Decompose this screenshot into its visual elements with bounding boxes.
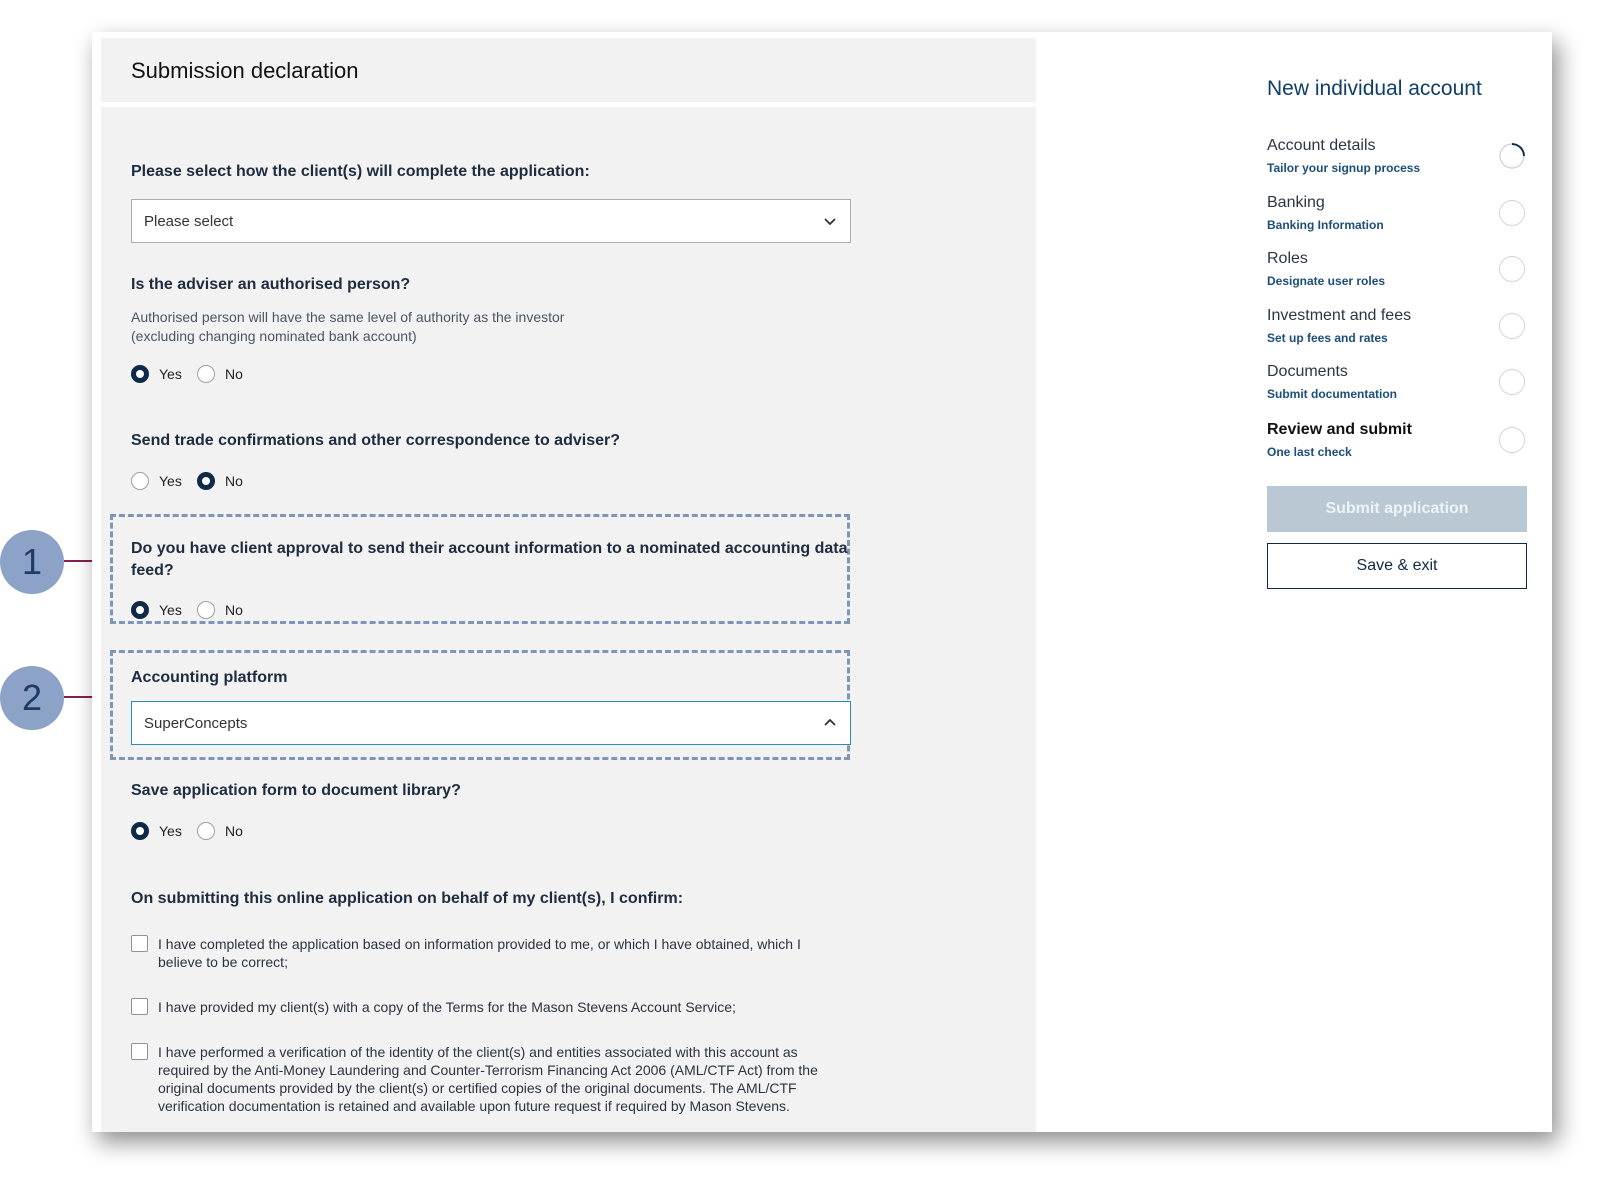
step-status-circle-icon: [1499, 256, 1525, 282]
step-status-circle-icon: [1499, 369, 1525, 395]
completion-method-select[interactable]: [131, 199, 851, 243]
chevron-up-icon: [822, 715, 838, 731]
confirm-text-2-line-1: I have provided my client(s) with a copy of the Terms for the Mason Stevens Account Service;: [158, 999, 736, 1015]
confirm-text-3: [158, 1043, 828, 1115]
data-feed-no-radio[interactable]: [197, 601, 215, 619]
confirm-checkbox-1[interactable]: [131, 935, 148, 952]
save-library-no-radio[interactable]: [197, 822, 215, 840]
confirm-text-1-line-2: believe to be correct;: [158, 954, 288, 970]
step-subtitle: One last check: [1267, 445, 1352, 459]
trade-yes-label: Yes: [159, 473, 182, 489]
step-title: Investment and fees: [1267, 307, 1412, 324]
confirm-text-1-line-1: I have completed the application based on information provided to me, or which I have obtained, which I: [158, 936, 801, 952]
form-header: [101, 38, 1036, 102]
page-title: Submission declaration: [131, 58, 359, 83]
trade-no-label: No: [225, 473, 243, 489]
authorised-yes-radio[interactable]: [131, 365, 149, 383]
step-status-circle-icon: [1499, 313, 1525, 339]
save-library-label: Save application form to document library?: [131, 782, 461, 799]
step-documents[interactable]: [1267, 363, 1537, 411]
step-subtitle: Set up fees and rates: [1267, 331, 1388, 345]
step-status-circle-icon: [1499, 200, 1525, 226]
callout-1: 1: [0, 530, 64, 594]
completion-method-label: Please select how the client(s) will complete the application:: [131, 163, 590, 180]
save-library-yes-radio[interactable]: [131, 822, 149, 840]
confirm-checkbox-2[interactable]: [131, 998, 148, 1015]
confirm-text-3-line-2: required by the Anti-Money Laundering and Counter-Terrorism Financing Act 2006 (AML/CTF Act) from the: [158, 1062, 818, 1078]
step-title: Roles: [1267, 250, 1308, 267]
app-window: [92, 32, 1552, 1132]
step-subtitle: Designate user roles: [1267, 274, 1386, 288]
confirm-text-3-line-3: original documents provided by the client(s) or certified copies of the original documents. The AML/CTF: [158, 1080, 797, 1096]
confirm-checkbox-3[interactable]: [131, 1043, 148, 1060]
trade-no-radio[interactable]: [197, 472, 215, 490]
authorised-person-help-2: (excluding changing nominated bank account): [131, 328, 417, 344]
step-title: Banking: [1267, 194, 1325, 211]
highlight-box-1: [110, 514, 850, 624]
accounting-platform-select[interactable]: [131, 701, 851, 745]
data-feed-no-label: No: [225, 602, 243, 618]
authorised-no-radio[interactable]: [197, 365, 215, 383]
trade-confirm-label: Send trade confirmations and other correspondence to adviser?: [131, 432, 620, 449]
data-feed-yes-radio[interactable]: [131, 601, 149, 619]
authorised-person-label: Is the adviser an authorised person?: [131, 276, 411, 293]
step-subtitle: Banking Information: [1267, 218, 1384, 232]
confirm-text-3-line-4: verification documentation is retained and available upon future request if required by Mason Stevens.: [158, 1098, 790, 1114]
step-subtitle: Submit documentation: [1267, 387, 1397, 401]
confirm-text-1: [158, 935, 828, 971]
confirm-text-2: [158, 998, 828, 1016]
form-body: [101, 107, 1036, 1132]
step-account-details[interactable]: [1267, 137, 1537, 185]
step-title: Review and submit: [1267, 421, 1412, 438]
accounting-platform-value: SuperConcepts: [144, 715, 248, 732]
chevron-down-icon: [822, 213, 838, 229]
save-library-no-label: No: [225, 823, 243, 839]
authorised-person-help-1: Authorised person will have the same level of authority as the investor: [131, 309, 565, 325]
data-feed-label-2: feed?: [131, 562, 174, 579]
step-subtitle: Tailor your signup process: [1267, 161, 1421, 175]
completion-method-value: Please select: [144, 213, 234, 230]
step-banking[interactable]: [1267, 194, 1537, 242]
step-title: Account details: [1267, 137, 1376, 154]
step-investment-fees[interactable]: [1267, 307, 1537, 355]
authorised-no-label: No: [225, 366, 243, 382]
step-status-circle-icon: [1499, 427, 1525, 453]
submit-application-button[interactable]: Submit application: [1267, 486, 1527, 532]
save-exit-button[interactable]: Save & exit: [1267, 543, 1527, 589]
step-title: Documents: [1267, 363, 1348, 380]
step-review-submit[interactable]: [1267, 421, 1537, 469]
authorised-yes-label: Yes: [159, 366, 182, 382]
callout-2: 2: [0, 666, 64, 730]
save-library-yes-label: Yes: [159, 823, 182, 839]
confirm-heading: On submitting this online application on behalf of my client(s), I confirm:: [131, 890, 684, 907]
progress-spinner-icon: [1499, 143, 1525, 169]
sidebar-title: New individual account: [1267, 77, 1482, 100]
data-feed-label-1: Do you have client approval to send their account information to a nominated accounting data: [131, 540, 848, 557]
data-feed-yes-label: Yes: [159, 602, 182, 618]
confirm-text-3-line-1: I have performed a verification of the identity of the client(s) and entities associated with this account as: [158, 1044, 798, 1060]
trade-yes-radio[interactable]: [131, 472, 149, 490]
accounting-platform-label: Accounting platform: [131, 669, 288, 686]
step-roles[interactable]: [1267, 250, 1537, 298]
